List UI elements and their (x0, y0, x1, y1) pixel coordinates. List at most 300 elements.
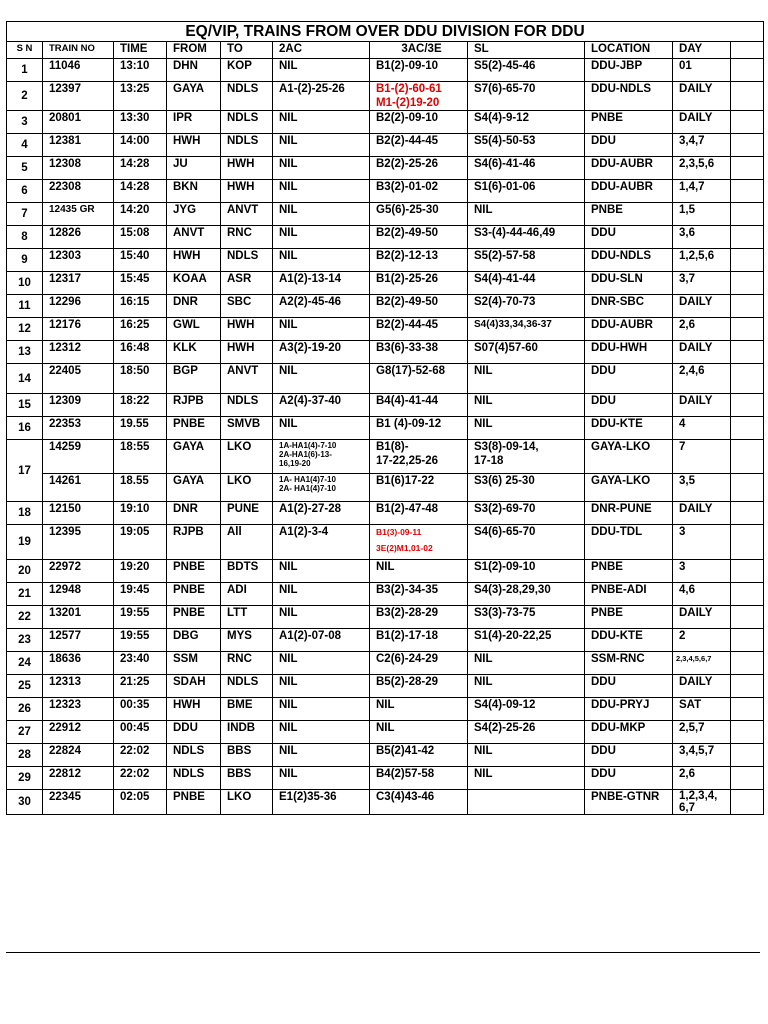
cell-location: DDU-SLN (585, 272, 673, 295)
cell-location: DDU-KTE (585, 417, 673, 440)
cell-day: DAILY (673, 394, 731, 417)
cell-train-no: 22972 (43, 560, 114, 583)
cell-2ac: A1(2)-13-14 (273, 272, 370, 295)
table-row (7, 364, 764, 394)
cell-blank (731, 59, 764, 82)
cell-sn: 6 (7, 180, 43, 203)
cell-2ac (273, 440, 370, 474)
cell-2ac: NIL (273, 111, 370, 134)
cell-sn: 12 (7, 318, 43, 341)
table-row (7, 272, 764, 295)
cell-2ac: NIL (273, 203, 370, 226)
cell-day: 01 (673, 59, 731, 82)
cell-2ac: A2(2)-45-46 (273, 295, 370, 318)
cell-2ac-line: 1A-HA1(4)-7-10 (279, 441, 337, 450)
cell-from: NDLS (167, 744, 221, 767)
cell-from: HWH (167, 249, 221, 272)
cell-2ac-line: 2A- HA1(4)7-10 (279, 484, 336, 493)
cell-train-no: 22405 (43, 364, 114, 394)
cell-sl: S1(6)-01-06 (468, 180, 585, 203)
cell-train-no: 12323 (43, 698, 114, 721)
cell-time: 15:40 (114, 249, 167, 272)
table-row (7, 295, 764, 318)
cell-location: DDU-AUBR (585, 318, 673, 341)
cell-sn: 23 (7, 629, 43, 652)
table-row (7, 82, 764, 111)
cell-from: PNBE (167, 790, 221, 815)
cell-blank (731, 790, 764, 815)
header-sl: SL (468, 42, 585, 59)
cell-train-no: 22812 (43, 767, 114, 790)
cell-to: SBC (221, 295, 273, 318)
cell-blank (731, 82, 764, 111)
cell-train-no: 12312 (43, 341, 114, 364)
cell-to: LTT (221, 606, 273, 629)
cell-3ac (370, 525, 468, 560)
cell-blank (731, 111, 764, 134)
cell-time: 19.55 (114, 417, 167, 440)
cell-time: 14:20 (114, 203, 167, 226)
cell-2ac: NIL (273, 180, 370, 203)
cell-location: DDU-JBP (585, 59, 673, 82)
cell-train-no: 18636 (43, 652, 114, 675)
cell-sl: S3(2)-69-70 (468, 502, 585, 525)
table-row (7, 157, 764, 180)
cell-3ac (370, 82, 468, 111)
cell-sn: 29 (7, 767, 43, 790)
header-day: DAY (673, 42, 731, 59)
cell-blank (731, 180, 764, 203)
cell-day-line: 6,7 (679, 802, 695, 814)
cell-sn: 24 (7, 652, 43, 675)
cell-time: 19:05 (114, 525, 167, 560)
cell-day: 3,7 (673, 272, 731, 295)
cell-sn: 10 (7, 272, 43, 295)
cell-blank (731, 698, 764, 721)
cell-train-no: 12577 (43, 629, 114, 652)
cell-2ac: A1(2)-3-4 (273, 525, 370, 560)
cell-from: NDLS (167, 767, 221, 790)
cell-3ac: B2(2)-44-45 (370, 318, 468, 341)
cell-train-no: 22345 (43, 790, 114, 815)
cell-blank (731, 341, 764, 364)
cell-location: DDU (585, 394, 673, 417)
cell-time: 16:15 (114, 295, 167, 318)
table-row (7, 440, 764, 474)
cell-from: DHN (167, 59, 221, 82)
cell-2ac-line: 2A-HA1(6)-13- (279, 450, 332, 459)
cell-train-no: 12296 (43, 295, 114, 318)
cell-day: 3 (673, 560, 731, 583)
cell-blank (731, 525, 764, 560)
cell-sn: 17 (7, 440, 43, 502)
header-from: FROM (167, 42, 221, 59)
cell-blank (731, 474, 764, 502)
cell-sl: S3-(4)-44-46,49 (468, 226, 585, 249)
cell-2ac: NIL (273, 583, 370, 606)
cell-train-no: 22824 (43, 744, 114, 767)
cell-time: 19:20 (114, 560, 167, 583)
cell-location: DDU-MKP (585, 721, 673, 744)
cell-sl: S1(2)-09-10 (468, 560, 585, 583)
cell-location: DDU-PRYJ (585, 698, 673, 721)
cell-from: GAYA (167, 82, 221, 111)
cell-blank (731, 295, 764, 318)
cell-2ac: NIL (273, 59, 370, 82)
cell-2ac: A3(2)-19-20 (273, 341, 370, 364)
cell-blank (731, 502, 764, 525)
cell-time: 14:00 (114, 134, 167, 157)
cell-time: 00:45 (114, 721, 167, 744)
cell-to: NDLS (221, 82, 273, 111)
table-row (7, 560, 764, 583)
cell-train-no: 11046 (43, 59, 114, 82)
cell-3ac: B3(2)-34-35 (370, 583, 468, 606)
cell-to: ANVT (221, 203, 273, 226)
cell-sn: 26 (7, 698, 43, 721)
cell-to: HWH (221, 318, 273, 341)
cell-to: HWH (221, 157, 273, 180)
cell-to: LKO (221, 474, 273, 502)
cell-to: BDTS (221, 560, 273, 583)
cell-sl (468, 440, 585, 474)
table-row (7, 249, 764, 272)
cell-blank (731, 744, 764, 767)
cell-blank (731, 394, 764, 417)
cell-blank (731, 675, 764, 698)
cell-location: PNBE (585, 606, 673, 629)
cell-time: 00:35 (114, 698, 167, 721)
cell-time: 13:10 (114, 59, 167, 82)
cell-3ac: NIL (370, 698, 468, 721)
cell-to: RNC (221, 226, 273, 249)
cell-day: 4,6 (673, 583, 731, 606)
cell-2ac: NIL (273, 364, 370, 394)
cell-from: DDU (167, 721, 221, 744)
cell-to: ADI (221, 583, 273, 606)
cell-day: DAILY (673, 82, 731, 111)
cell-to: NDLS (221, 134, 273, 157)
cell-3ac: B5(2)-28-29 (370, 675, 468, 698)
cell-blank (731, 629, 764, 652)
header-time: TIME (114, 42, 167, 59)
header-2ac: 2AC (273, 42, 370, 59)
cell-from: SDAH (167, 675, 221, 698)
cell-train-no: 12308 (43, 157, 114, 180)
cell-location: GAYA-LKO (585, 474, 673, 502)
cell-time: 15:08 (114, 226, 167, 249)
cell-blank (731, 652, 764, 675)
cell-3ac: B2(2)-09-10 (370, 111, 468, 134)
cell-from: PNBE (167, 606, 221, 629)
cell-2ac (273, 474, 370, 502)
cell-from: GAYA (167, 474, 221, 502)
cell-from: DNR (167, 502, 221, 525)
cell-2ac: NIL (273, 652, 370, 675)
cell-sn: 21 (7, 583, 43, 606)
cell-day: 2,6 (673, 318, 731, 341)
cell-sn: 16 (7, 417, 43, 440)
cell-2ac: NIL (273, 226, 370, 249)
cell-3ac: B4(4)-41-44 (370, 394, 468, 417)
cell-location: DDU (585, 744, 673, 767)
cell-day: 1,5 (673, 203, 731, 226)
cell-3ac: B1(6)17-22 (370, 474, 468, 502)
cell-from: DNR (167, 295, 221, 318)
cell-from: KLK (167, 341, 221, 364)
cell-to: LKO (221, 440, 273, 474)
cell-blank (731, 721, 764, 744)
cell-blank (731, 583, 764, 606)
cell-blank (731, 318, 764, 341)
cell-location: DDU-HWH (585, 341, 673, 364)
cell-train-no: 12313 (43, 675, 114, 698)
cell-from: PNBE (167, 417, 221, 440)
cell-from: BKN (167, 180, 221, 203)
cell-time: 14:28 (114, 157, 167, 180)
cell-sn: 18 (7, 502, 43, 525)
table-row (7, 721, 764, 744)
cell-2ac: NIL (273, 417, 370, 440)
cell-2ac-line: 1A- HA1(4)7-10 (279, 475, 336, 484)
cell-location: DDU-NDLS (585, 249, 673, 272)
cell-location: DDU (585, 364, 673, 394)
cell-location: DDU (585, 767, 673, 790)
cell-sn: 22 (7, 606, 43, 629)
cell-3ac: B3(2)-28-29 (370, 606, 468, 629)
cell-3ac: B1 (4)-09-12 (370, 417, 468, 440)
table-row (7, 134, 764, 157)
cell-sl: S4(4)33,34,36-37 (468, 318, 585, 341)
cell-time: 19:55 (114, 606, 167, 629)
header-to: TO (221, 42, 273, 59)
cell-sn: 4 (7, 134, 43, 157)
cell-sn: 3 (7, 111, 43, 134)
cell-time: 16:48 (114, 341, 167, 364)
cell-3ac: C2(6)-24-29 (370, 652, 468, 675)
cell-time: 19:55 (114, 629, 167, 652)
cell-3ac: G8(17)-52-68 (370, 364, 468, 394)
table-row (7, 606, 764, 629)
cell-location: DDU-NDLS (585, 82, 673, 111)
cell-2ac: NIL (273, 744, 370, 767)
cell-location: PNBE (585, 111, 673, 134)
cell-3ac: B2(2)-25-26 (370, 157, 468, 180)
cell-sl: S4(4)-9-12 (468, 111, 585, 134)
cell-location: PNBE (585, 203, 673, 226)
cell-sl-line: S3(8)-09-14, (474, 441, 539, 453)
cell-sn: 7 (7, 203, 43, 226)
cell-time: 16:25 (114, 318, 167, 341)
cell-3ac-line: 3E(2)M1,01-02 (376, 543, 433, 553)
cell-3ac: B3(2)-01-02 (370, 180, 468, 203)
cell-2ac: NIL (273, 134, 370, 157)
cell-time: 13:25 (114, 82, 167, 111)
cell-3ac: NIL (370, 721, 468, 744)
cell-blank (731, 272, 764, 295)
cell-train-no: 12397 (43, 82, 114, 111)
cell-to: HWH (221, 180, 273, 203)
table-body (7, 59, 764, 815)
cell-to: ASR (221, 272, 273, 295)
table-row (7, 180, 764, 203)
cell-from: JYG (167, 203, 221, 226)
cell-sl: S1(4)-20-22,25 (468, 629, 585, 652)
table-row (7, 318, 764, 341)
table-row (7, 111, 764, 134)
cell-time: 18:22 (114, 394, 167, 417)
header-location: LOCATION (585, 42, 673, 59)
header-train-no: TRAIN NO (43, 42, 114, 59)
cell-to: ANVT (221, 364, 273, 394)
cell-sn: 9 (7, 249, 43, 272)
cell-2ac: A1-(2)-25-26 (273, 82, 370, 111)
cell-3ac-line: B1(3)-09-11 (376, 527, 422, 537)
cell-from: DBG (167, 629, 221, 652)
cell-sl: S2(4)-70-73 (468, 295, 585, 318)
cell-3ac: NIL (370, 560, 468, 583)
bottom-divider (6, 952, 760, 953)
header-row (7, 42, 764, 59)
cell-day: 2,4,6 (673, 364, 731, 394)
cell-blank (731, 767, 764, 790)
cell-2ac: A1(2)-07-08 (273, 629, 370, 652)
cell-to: NDLS (221, 675, 273, 698)
cell-blank (731, 134, 764, 157)
cell-day: 3 (673, 525, 731, 560)
cell-train-no: 12381 (43, 134, 114, 157)
cell-train-no: 12150 (43, 502, 114, 525)
cell-3ac: B2(2)-12-13 (370, 249, 468, 272)
cell-day: 2 (673, 629, 731, 652)
cell-day: 4 (673, 417, 731, 440)
cell-3ac: B1(2)-25-26 (370, 272, 468, 295)
cell-2ac: A2(4)-37-40 (273, 394, 370, 417)
cell-sl: S5(2)-57-58 (468, 249, 585, 272)
cell-day: 3,5 (673, 474, 731, 502)
cell-time: 19:45 (114, 583, 167, 606)
cell-from: JU (167, 157, 221, 180)
cell-train-no: 12176 (43, 318, 114, 341)
cell-3ac: C3(4)43-46 (370, 790, 468, 815)
cell-train-no: 12317 (43, 272, 114, 295)
cell-3ac: G5(6)-25-30 (370, 203, 468, 226)
cell-from: PNBE (167, 560, 221, 583)
cell-2ac: NIL (273, 606, 370, 629)
cell-sl: S5(4)-50-53 (468, 134, 585, 157)
table-title: EQ/VIP, TRAINS FROM OVER DDU DIVISION FOR DDU (7, 22, 764, 42)
cell-location: GAYA-LKO (585, 440, 673, 474)
cell-train-no: 12435 GR (43, 203, 114, 226)
cell-train-no: 13201 (43, 606, 114, 629)
cell-sn: 14 (7, 364, 43, 394)
cell-sl: S7(6)-65-70 (468, 82, 585, 111)
cell-sl: S4(4)-09-12 (468, 698, 585, 721)
cell-train-no: 22912 (43, 721, 114, 744)
cell-3ac: B2(2)-44-45 (370, 134, 468, 157)
cell-from: GAYA (167, 440, 221, 474)
cell-sn: 20 (7, 560, 43, 583)
cell-time: 18:50 (114, 364, 167, 394)
cell-sl: S4(6)-65-70 (468, 525, 585, 560)
cell-location: DDU-AUBR (585, 180, 673, 203)
cell-sl: NIL (468, 417, 585, 440)
cell-day: DAILY (673, 111, 731, 134)
cell-2ac: A1(2)-27-28 (273, 502, 370, 525)
table-row (7, 59, 764, 82)
cell-2ac: NIL (273, 698, 370, 721)
cell-day: DAILY (673, 341, 731, 364)
cell-to: HWH (221, 341, 273, 364)
table-row (7, 744, 764, 767)
cell-to: NDLS (221, 249, 273, 272)
cell-blank (731, 440, 764, 474)
header-blank (731, 42, 764, 59)
cell-day: 3,6 (673, 226, 731, 249)
cell-to: SMVB (221, 417, 273, 440)
cell-2ac: NIL (273, 675, 370, 698)
cell-to: MYS (221, 629, 273, 652)
cell-day: DAILY (673, 675, 731, 698)
cell-3ac: B1(2)-09-10 (370, 59, 468, 82)
cell-train-no: 22308 (43, 180, 114, 203)
cell-2ac: NIL (273, 560, 370, 583)
cell-train-no: 12826 (43, 226, 114, 249)
cell-3ac: B1(2)-17-18 (370, 629, 468, 652)
cell-location: DDU-AUBR (585, 157, 673, 180)
table-row (7, 675, 764, 698)
cell-blank (731, 249, 764, 272)
table-row (7, 698, 764, 721)
cell-sn: 25 (7, 675, 43, 698)
table-row (7, 583, 764, 606)
cell-location: DNR-PUNE (585, 502, 673, 525)
cell-day: 7 (673, 440, 731, 474)
vip-trains-table (6, 21, 764, 815)
cell-blank (731, 157, 764, 180)
cell-from: HWH (167, 698, 221, 721)
cell-location: DDU-TDL (585, 525, 673, 560)
cell-from: KOAA (167, 272, 221, 295)
table-row (7, 226, 764, 249)
cell-2ac: E1(2)35-36 (273, 790, 370, 815)
cell-time: 18.55 (114, 474, 167, 502)
cell-location: DDU-KTE (585, 629, 673, 652)
cell-from: IPR (167, 111, 221, 134)
cell-3ac (370, 440, 468, 474)
cell-day: 2,3,4,5,6,7 (673, 652, 731, 675)
cell-to: INDB (221, 721, 273, 744)
cell-sl: NIL (468, 203, 585, 226)
cell-sn: 5 (7, 157, 43, 180)
cell-time: 18:55 (114, 440, 167, 474)
cell-day: DAILY (673, 606, 731, 629)
cell-to: BBS (221, 744, 273, 767)
cell-location: PNBE-ADI (585, 583, 673, 606)
cell-day: 1,4,7 (673, 180, 731, 203)
cell-train-no: 14261 (43, 474, 114, 502)
cell-sl: S07(4)57-60 (468, 341, 585, 364)
cell-to: NDLS (221, 394, 273, 417)
cell-from: BGP (167, 364, 221, 394)
cell-sn: 30 (7, 790, 43, 815)
cell-day: DAILY (673, 502, 731, 525)
cell-2ac: NIL (273, 767, 370, 790)
cell-to: LKO (221, 790, 273, 815)
cell-3ac: B4(2)57-58 (370, 767, 468, 790)
cell-from: RJPB (167, 525, 221, 560)
cell-time: 22:02 (114, 767, 167, 790)
